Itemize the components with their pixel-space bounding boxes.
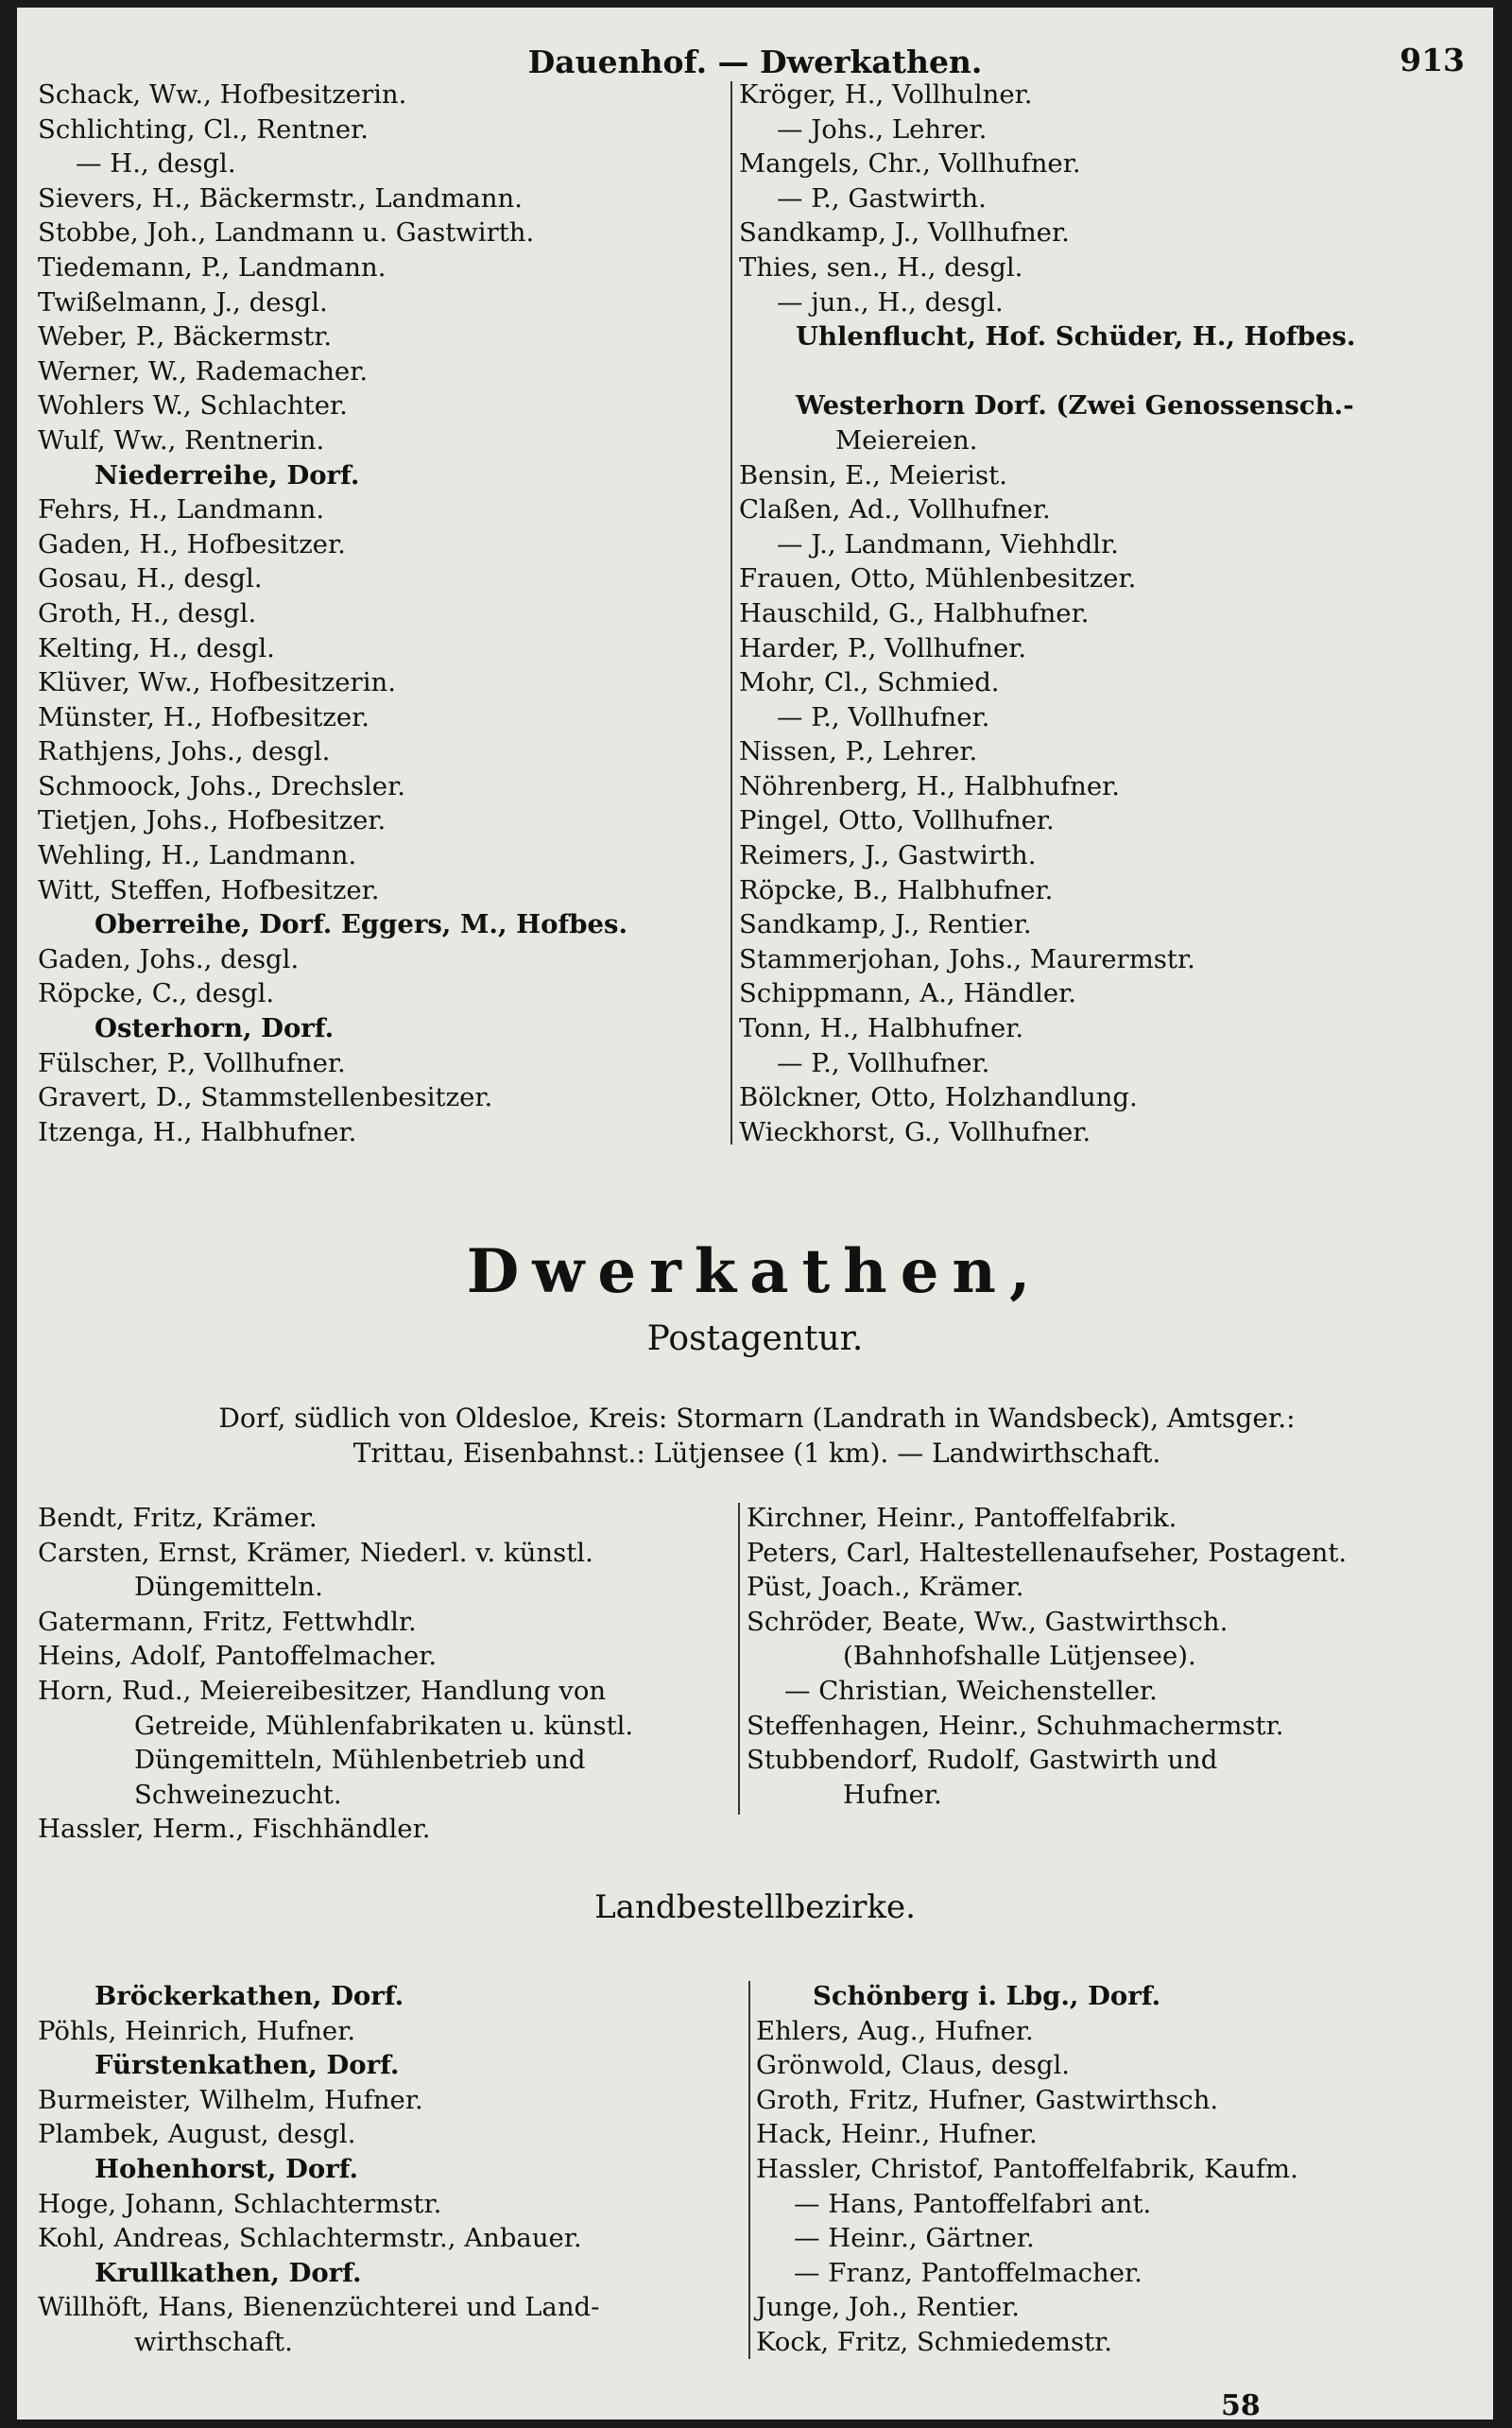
description-line-1: Dorf, südlich von Oldesloe, Kreis: Stormarn (Landrath in Wandsbeck), Amtsger.: <box>218 1403 1296 1434</box>
directory-entry: Hufner. <box>843 1779 942 1810</box>
directory-entry: Wohlers W., Schlachter. <box>38 390 348 422</box>
directory-entry: Meiereien. <box>835 424 978 456</box>
place-subtitle: Postagentur. <box>646 1319 864 1358</box>
directory-entry: Tonn, H., Halbhufner. <box>739 1013 1024 1044</box>
locality-heading: Westerhorn Dorf. (Zwei Genossensch.- <box>796 390 1354 422</box>
locality-heading: Uhlenflucht, Hof. Schüder, H., Hofbes. <box>796 321 1356 353</box>
directory-entry: Röpcke, C., desgl. <box>38 978 275 1009</box>
directory-entry: Düngemitteln, Mühlenbetrieb und <box>134 1745 586 1776</box>
directory-entry: Fülscher, P., Vollhufner. <box>38 1047 346 1078</box>
directory-entry: Bensin, E., Meierist. <box>739 459 1007 491</box>
directory-entry: Fehrs, H., Landmann. <box>38 494 325 525</box>
directory-entry: Hassler, Christof, Pantoffelfabrik, Kaufm. <box>756 2153 1298 2184</box>
directory-entry: Schack, Ww., Hofbesitzerin. <box>38 79 407 110</box>
directory-entry: Gosau, H., desgl. <box>38 563 263 594</box>
column-divider <box>730 81 732 1145</box>
directory-entry: Peters, Carl, Haltestellenaufseher, Postagent. <box>747 1537 1348 1568</box>
directory-entry: Bendt, Fritz, Krämer. <box>38 1503 318 1533</box>
directory-entry: — J., Landmann, Viehhdlr. <box>777 528 1119 560</box>
directory-entry: Claßen, Ad., Vollhufner. <box>739 494 1051 525</box>
directory-entry: Pingel, Otto, Vollhufner. <box>739 805 1055 836</box>
locality-heading: Hohenhorst, Dorf. <box>94 2153 359 2184</box>
directory-entry: Schlichting, Cl., Rentner. <box>38 113 369 145</box>
directory-entry: Sievers, H., Bäckermstr., Landmann. <box>38 182 523 214</box>
directory-entry: Schröder, Beate, Ww., Gastwirthsch. <box>747 1606 1228 1637</box>
block3-right-column <box>756 1979 1298 2360</box>
directory-entry: Stobbe, Joh., Landmann u. Gastwirth. <box>38 217 535 249</box>
directory-entry: Wulf, Ww., Rentnerin. <box>38 424 325 456</box>
directory-entry: Hauschild, G., Halbhufner. <box>739 597 1090 629</box>
directory-entry <box>739 354 1355 389</box>
locality-heading: Schönberg i. Lbg., Dorf. <box>813 1981 1161 2011</box>
directory-entry: Gaden, Johs., desgl. <box>38 943 300 974</box>
page-number: 913 <box>1400 42 1465 78</box>
directory-entry: Rathjens, Johs., desgl. <box>38 736 331 767</box>
page-header: Dauenhof. — Dwerkathen. <box>527 43 983 80</box>
directory-entry: Tietjen, Johs., Hofbesitzer. <box>38 805 387 836</box>
column-divider <box>748 1981 750 2359</box>
directory-page <box>17 8 1493 2422</box>
directory-entry: Harder, P., Vollhufner. <box>739 632 1027 663</box>
directory-entry: Klüver, Ww., Hofbesitzerin. <box>38 667 396 698</box>
directory-entry: Willhöft, Hans, Bienenzüchterei und Land- <box>38 2292 600 2323</box>
directory-entry: Hassler, Herm., Fischhändler. <box>38 1814 431 1845</box>
directory-entry: Bölckner, Otto, Holzhandlung. <box>739 1082 1138 1113</box>
directory-entry: — H., desgl. <box>76 148 236 180</box>
directory-entry: Weber, P., Bäckermstr. <box>38 321 333 353</box>
block1-left-column <box>38 77 627 1149</box>
directory-entry: Getreide, Mühlenfabrikaten u. künstl. <box>134 1710 634 1741</box>
sheet-number: 58 <box>1221 2389 1261 2422</box>
directory-entry: Junge, Joh., Rentier. <box>756 2292 1021 2323</box>
directory-entry: Kohl, Andreas, Schlachtermstr., Anbauer. <box>38 2223 582 2254</box>
directory-entry: Werner, W., Rademacher. <box>38 355 369 387</box>
directory-entry: — P., Vollhufner. <box>777 1047 990 1078</box>
directory-entry: Gaden, H., Hofbesitzer. <box>38 528 346 560</box>
directory-entry: Sandkamp, J., Rentier. <box>739 909 1032 940</box>
locality-heading: Bröckerkathen, Dorf. <box>94 1981 404 2011</box>
column-divider <box>738 1503 740 1815</box>
directory-entry: Steffenhagen, Heinr., Schuhmachermstr. <box>747 1710 1284 1741</box>
locality-heading: Fürstenkathen, Dorf. <box>94 2050 400 2081</box>
directory-entry: Itzenga, H., Halbhufner. <box>38 1116 357 1147</box>
directory-entry: Burmeister, Wilhelm, Hufner. <box>38 2084 423 2115</box>
directory-entry: Kröger, H., Vollhulner. <box>739 79 1033 110</box>
section-title: Landbestellbezirke. <box>594 1888 916 1926</box>
directory-entry: Röpcke, B., Halbhufner. <box>739 874 1054 905</box>
directory-entry: Wieckhorst, G., Vollhufner. <box>739 1116 1091 1147</box>
block1-right-column <box>739 77 1355 1149</box>
place-description <box>53 1401 1461 1471</box>
directory-entry: Gatermann, Fritz, Fettwhdlr. <box>38 1606 417 1637</box>
directory-entry: Mangels, Chr., Vollhufner. <box>739 148 1081 180</box>
directory-entry: Kock, Fritz, Schmiedemstr. <box>756 2326 1113 2357</box>
directory-entry: Sandkamp, J., Vollhufner. <box>739 217 1070 249</box>
locality-heading: Krullkathen, Dorf. <box>94 2257 362 2288</box>
directory-entry: Hoge, Johann, Schlachtermstr. <box>38 2188 442 2219</box>
directory-entry: — Christian, Weichensteller. <box>784 1675 1158 1706</box>
directory-entry: Groth, H., desgl. <box>38 597 257 629</box>
directory-entry: Plambek, August, desgl. <box>38 2119 356 2150</box>
directory-entry: Kirchner, Heinr., Pantoffelfabrik. <box>747 1503 1177 1533</box>
directory-entry: Kelting, H., desgl. <box>38 632 275 663</box>
directory-entry: Schmoock, Johs., Drechsler. <box>38 770 405 801</box>
directory-entry: Stammerjohan, Johs., Maurermstr. <box>739 943 1195 974</box>
directory-entry: Thies, sen., H., desgl. <box>739 251 1023 283</box>
directory-entry: Münster, H., Hofbesitzer. <box>38 701 370 732</box>
directory-entry: Düngemitteln. <box>134 1572 323 1603</box>
place-title: Dwerkathen, <box>466 1236 1044 1307</box>
directory-entry: Heins, Adolf, Pantoffelmacher. <box>38 1641 438 1672</box>
locality-heading: Oberreihe, Dorf. Eggers, M., Hofbes. <box>94 909 628 940</box>
directory-entry: Nissen, P., Lehrer. <box>739 736 978 767</box>
directory-entry: — Franz, Pantoffelmacher. <box>794 2257 1143 2288</box>
locality-heading: Osterhorn, Dorf. <box>94 1013 335 1044</box>
block3-left-column <box>38 1979 599 2360</box>
directory-entry: wirthschaft. <box>134 2326 293 2357</box>
block2-right-column <box>747 1501 1347 1812</box>
directory-entry: Stubbendorf, Rudolf, Gastwirth und <box>747 1745 1218 1776</box>
directory-entry: Frauen, Otto, Mühlenbesitzer. <box>739 563 1137 594</box>
directory-entry: Mohr, Cl., Schmied. <box>739 667 1000 698</box>
locality-heading: Niederreihe, Dorf. <box>94 459 360 491</box>
directory-entry: Püst, Joach., Krämer. <box>747 1572 1024 1603</box>
directory-entry: Horn, Rud., Meiereibesitzer, Handlung von <box>38 1675 607 1706</box>
directory-entry: Groth, Fritz, Hufner, Gastwirthsch. <box>756 2084 1219 2115</box>
directory-entry: Nöhrenberg, H., Halbhufner. <box>739 770 1121 801</box>
description-line-2: Trittau, Eisenbahnst.: Lütjensee (1 km). — Landwirthschaft. <box>352 1438 1161 1469</box>
directory-entry: Tiedemann, P., Landmann. <box>38 251 387 283</box>
directory-entry: (Bahnhofshalle Lütjensee). <box>843 1641 1196 1672</box>
directory-entry: Schippmann, A., Händler. <box>739 978 1077 1009</box>
block2-left-column <box>38 1501 633 1847</box>
directory-entry: — P., Vollhufner. <box>777 701 990 732</box>
directory-entry: Witt, Steffen, Hofbesitzer. <box>38 874 380 905</box>
directory-entry: — Heinr., Gärtner. <box>794 2223 1035 2254</box>
directory-entry: Pöhls, Heinrich, Hufner. <box>38 2015 356 2046</box>
directory-entry: — Hans, Pantoffelfabri ant. <box>794 2188 1152 2219</box>
directory-entry: Gravert, D., Stammstellenbesitzer. <box>38 1082 493 1113</box>
directory-entry: Grönwold, Claus, desgl. <box>756 2050 1071 2081</box>
directory-entry: Wehling, H., Landmann. <box>38 840 357 871</box>
directory-entry: — jun., H., desgl. <box>777 286 1004 318</box>
directory-entry: Reimers, J., Gastwirth. <box>739 840 1037 871</box>
directory-entry: Schweinezucht. <box>134 1779 342 1810</box>
directory-entry: Carsten, Ernst, Krämer, Niederl. v. künstl. <box>38 1537 593 1568</box>
directory-entry: — Johs., Lehrer. <box>777 113 988 145</box>
directory-entry: Twißelmann, J., desgl. <box>38 286 328 318</box>
directory-entry: — P., Gastwirth. <box>777 182 987 214</box>
directory-entry: Ehlers, Aug., Hufner. <box>756 2015 1034 2046</box>
directory-entry: Hack, Heinr., Hufner. <box>756 2119 1038 2150</box>
